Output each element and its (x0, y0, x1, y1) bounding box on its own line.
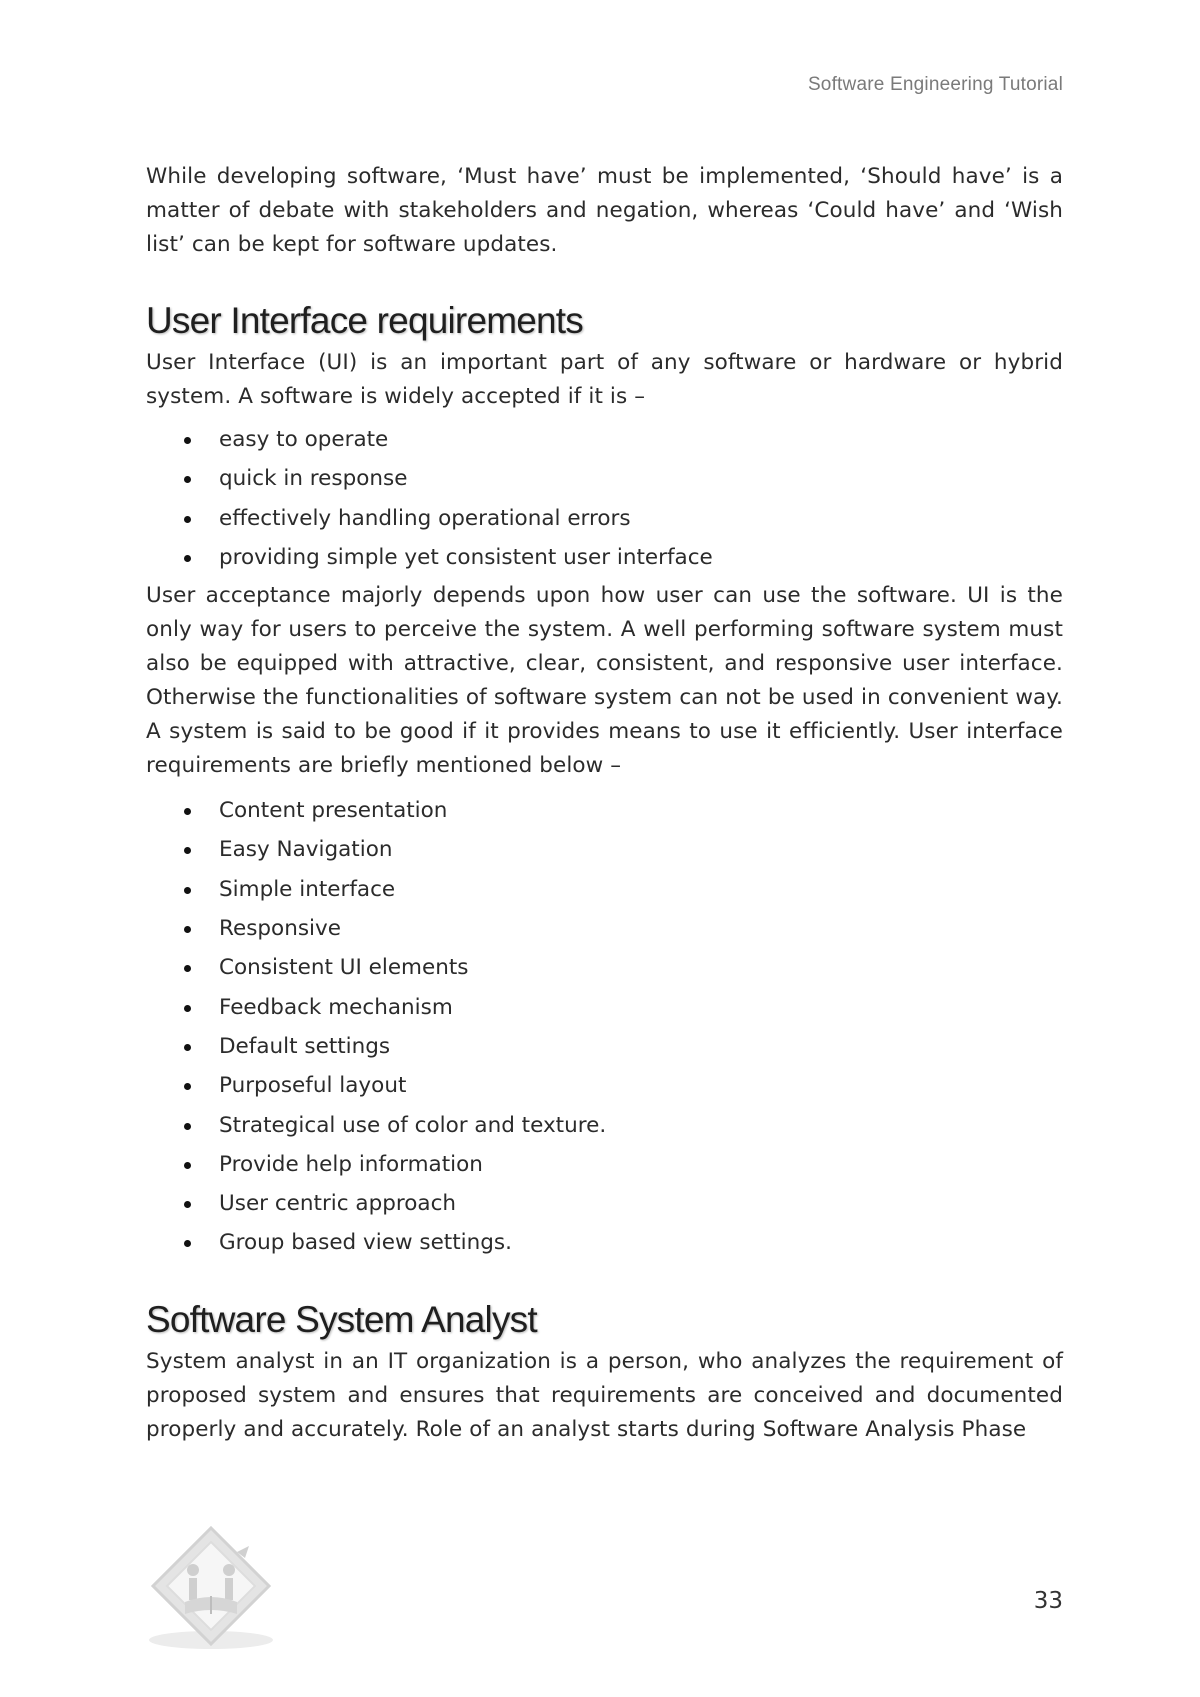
list-item (146, 1223, 1063, 1262)
list-item-text: Feedback mechanism (219, 994, 453, 1020)
list-item-text: providing simple yet consistent user interface (219, 544, 713, 570)
acceptance-list (146, 420, 1063, 577)
list-item-text: Strategical use of color and texture. (219, 1112, 607, 1138)
page-header: Software Engineering Tutorial (807, 74, 1063, 95)
list-item-text: Provide help information (219, 1151, 483, 1177)
list-item (146, 1027, 1063, 1066)
list-item (146, 499, 1063, 538)
bullet-icon (184, 1201, 191, 1208)
list-item-text: Content presentation (219, 798, 448, 824)
list-item (146, 1184, 1063, 1223)
bullet-icon (184, 437, 191, 444)
bullet-icon (184, 965, 191, 972)
ui-requirements-heading: User Interface requirements (146, 300, 583, 341)
list-item (146, 948, 1063, 987)
bullet-icon (184, 887, 191, 894)
list-item-text: Simple interface (219, 876, 396, 902)
ui-requirements-intro: User Interface (UI) is an important part of any software or hardware or hybrid system. A software is widely accepted if it is – (146, 350, 1063, 409)
bullet-icon (184, 808, 191, 815)
bullet-icon (184, 1005, 191, 1012)
list-item-text: Responsive (219, 916, 341, 942)
list-item-text: easy to operate (219, 427, 389, 452)
list-item (146, 1145, 1063, 1184)
bullet-icon (184, 1044, 191, 1051)
page-number: 33 (1033, 1588, 1063, 1614)
list-item (146, 538, 1063, 577)
list-item-text: User centric approach (219, 1191, 457, 1217)
list-item-text: quick in response (219, 466, 408, 492)
ui-requirements-paragraph: User acceptance majorly depends upon how user can use the software. UI is the only way for users to perceive the system. A well performing software system must also be equipped with attractive, clear, consistent, and responsive user interface. Otherwise the functionalities of software system can not be used in convenient way. A system is said to be good if it provides means to use it efficiently. User interface requirements are briefly mentioned below – (146, 583, 1063, 779)
list-item (146, 909, 1063, 948)
list-item (146, 830, 1063, 869)
list-item (146, 1066, 1063, 1105)
bullet-icon (184, 926, 191, 933)
list-item-text: effectively handling operational errors (219, 505, 631, 531)
list-item-text: Consistent UI elements (219, 955, 469, 981)
list-item (146, 420, 1063, 459)
bullet-icon (184, 555, 191, 562)
list-item-text: Group based view settings. (219, 1230, 512, 1256)
list-item (146, 459, 1063, 498)
intro-paragraph: While developing software, ‘Must have’ must be implemented, ‘Should have’ is a matter of debate with stakeholders and negation, whereas ‘Could have’ and ‘Wish list’ can be kept for software updates. (146, 164, 1063, 257)
list-item (146, 988, 1063, 1027)
bullet-icon (184, 476, 191, 483)
list-item-text: Default settings (219, 1033, 391, 1059)
ui-requirements-list (146, 791, 1063, 1263)
list-item (146, 791, 1063, 830)
bullet-icon (184, 516, 191, 523)
bullet-icon (184, 1123, 191, 1130)
bullet-icon (184, 1083, 191, 1090)
list-item-text: Easy Navigation (219, 837, 393, 863)
bullet-icon (184, 847, 191, 854)
page-content (146, 160, 1063, 1447)
bullet-icon (184, 1162, 191, 1169)
publisher-logo-icon (145, 1522, 285, 1652)
system-analyst-heading: Software System Analyst (146, 1298, 537, 1340)
list-item (146, 870, 1063, 909)
list-item-text: Purposeful layout (219, 1073, 407, 1099)
list-item (146, 1106, 1063, 1145)
system-analyst-paragraph: System analyst in an IT organization is a person, who analyzes the requirement of proposed system and ensures that requirements are conceived and documented properly and accurately. Role of an analyst starts during Software Analysis Phase (146, 1348, 1063, 1442)
bullet-icon (184, 1240, 191, 1247)
